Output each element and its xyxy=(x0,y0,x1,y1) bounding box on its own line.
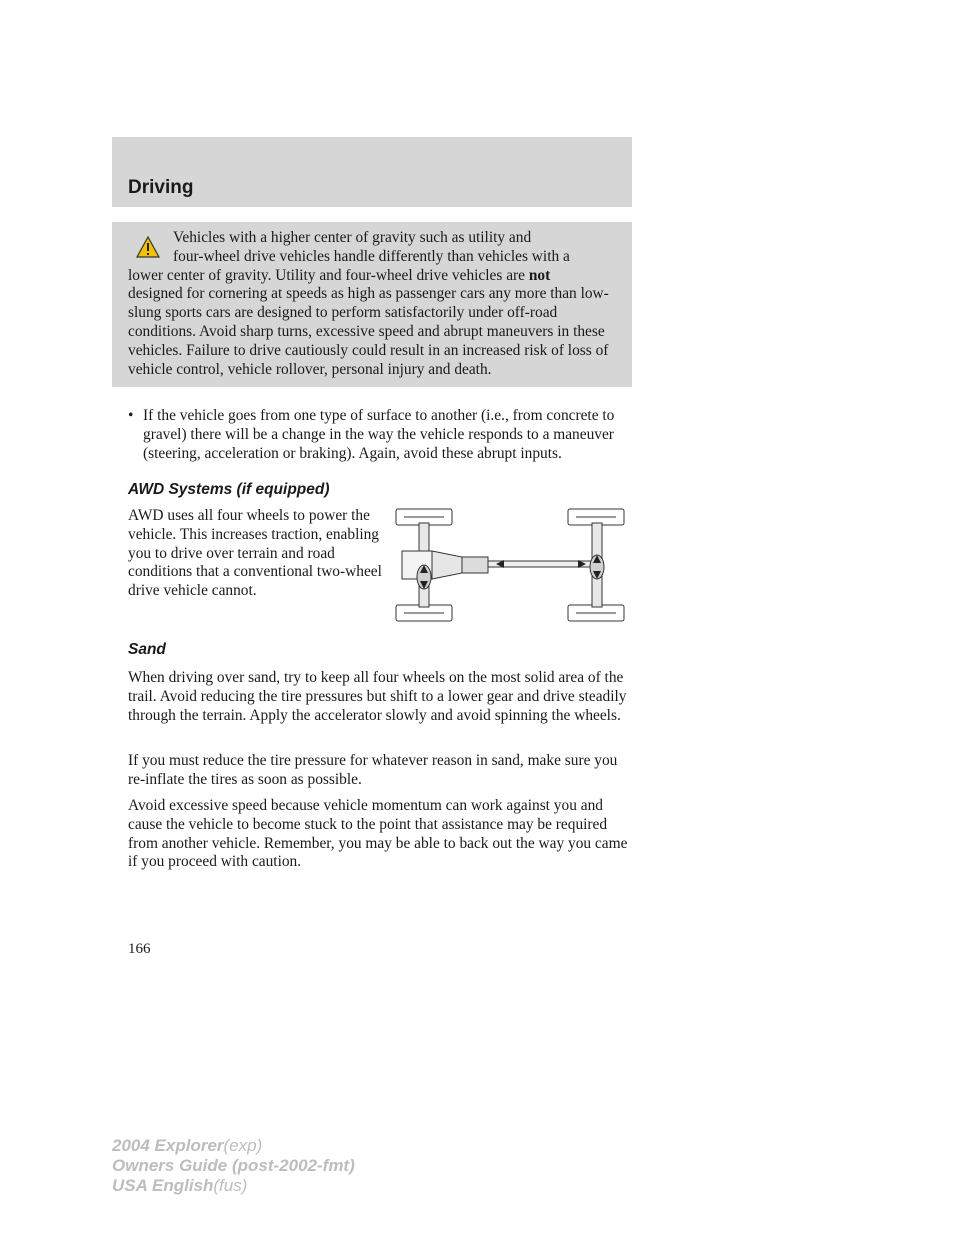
footer-model: 2004 Explorer xyxy=(112,1136,224,1155)
bullet-text: If the vehicle goes from one type of surface to another (i.e., from concrete to gravel) there will be a change in the way the vehicle responds to a maneuver (steering, acceleration or braking). Again, avoid these abrupt inputs. xyxy=(143,407,615,462)
warning-line-1: Vehicles with a higher center of gravity such as utility and xyxy=(173,229,532,246)
warning-box xyxy=(112,222,632,387)
warning-line-2: four-wheel drive vehicles handle differently than vehicles with a xyxy=(173,247,570,265)
footer-language: USA English xyxy=(112,1176,214,1195)
warning-text xyxy=(128,229,624,379)
footer-model-code: (exp) xyxy=(223,1136,263,1155)
footer-guide: Owners Guide (post-2002-fmt) xyxy=(112,1156,355,1175)
awd-drivetrain-diagram xyxy=(392,505,637,625)
sand-heading: Sand xyxy=(128,641,166,658)
section-title: Driving xyxy=(128,177,194,198)
awd-paragraph: AWD uses all four wheels to power the vehicle. This increases traction, enabling you to drive over terrain and road conditions that a conventional two-wheel drive vehicle cannot. xyxy=(128,507,382,600)
page-number: 166 xyxy=(128,941,151,957)
document-footer xyxy=(112,1136,355,1196)
warning-line-3: lower center of gravity. Utility and four-wheel drive vehicles are xyxy=(128,266,529,284)
section-header-band xyxy=(112,137,632,207)
sand-paragraph-3: Avoid excessive speed because vehicle momentum can work against you and cause the vehicle to become stuck to the point that assistance may be required from another vehicle. Remember, you may be able to back out the way you came if you proceed with caution. xyxy=(128,797,628,871)
bullet-item xyxy=(128,407,628,463)
warning-body: designed for cornering at speeds as high as passenger cars any more than low-slung sports cars are designed to perform satisfactorily under off-road conditions. Avoid sharp turns, excessive speed and abrupt maneuvers in these vehicles. Failure to drive cautiously could result in an increased risk of loss of vehicle control, vehicle rollover, personal injury and death. xyxy=(128,285,609,378)
footer-language-code: (fus) xyxy=(213,1176,248,1195)
awd-heading: AWD Systems (if equipped) xyxy=(128,481,330,498)
sand-paragraph-1: When driving over sand, try to keep all four wheels on the most solid area of the trail. Avoid reducing the tire pressures but shift to a lower gear and drive steadily through the terrain. Apply the accelerator slowly and avoid spinning the wheels. xyxy=(128,669,627,724)
warning-emphasis: not xyxy=(528,266,551,284)
bullet-marker: • xyxy=(128,407,134,424)
sand-paragraph-2: If you must reduce the tire pressure for whatever reason in sand, make sure you re-inflate the tires as soon as possible. xyxy=(128,752,618,788)
